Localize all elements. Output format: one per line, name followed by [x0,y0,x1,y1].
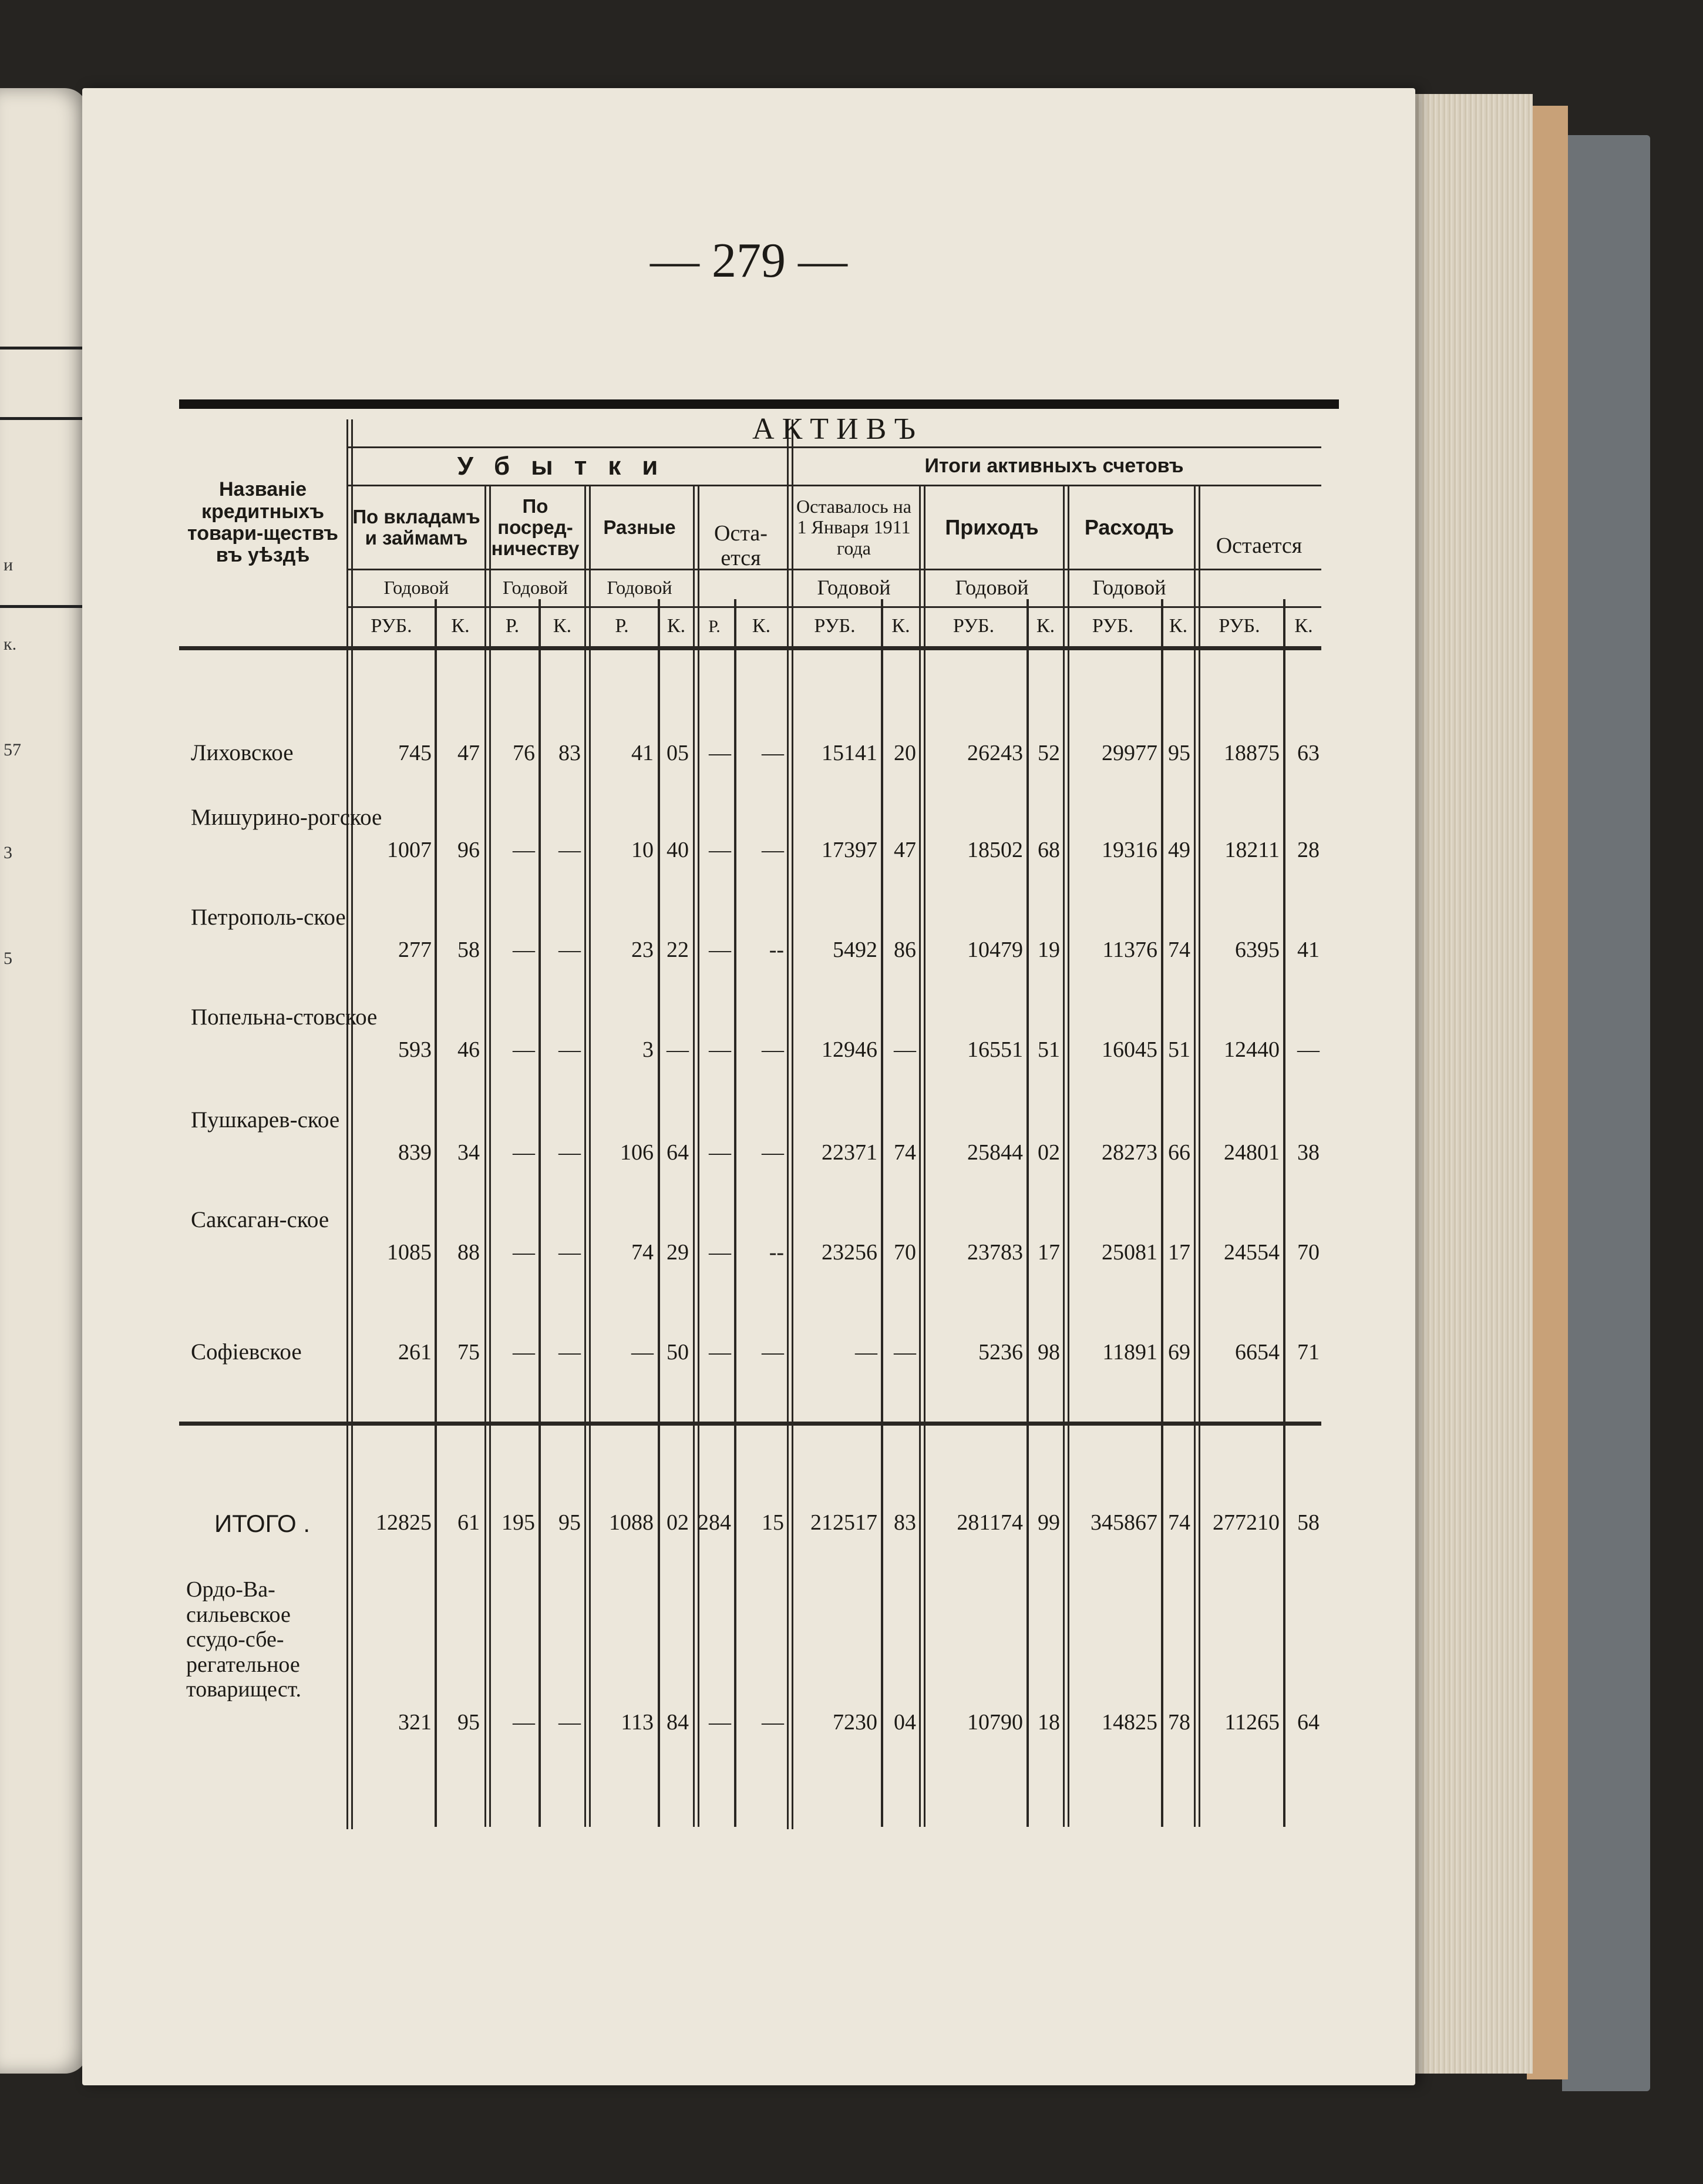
table-cell: 25081 [1102,1240,1157,1265]
table-cell: 19 [1038,938,1060,962]
table-cell: 6654 [1235,1340,1280,1365]
unit-rub: Р. [708,616,721,636]
table-cell: 321 [398,1710,432,1735]
table-cell: 18502 [967,838,1023,862]
table-cell: 58 [1297,1510,1320,1535]
table-cell: 38 [1297,1140,1320,1165]
table-cell: 23 [631,938,654,962]
table-cell: 02 [1038,1140,1060,1165]
table-cell: 17 [1038,1240,1060,1265]
table-cell: 50 [667,1340,689,1365]
table-cell: 18211 [1224,838,1280,862]
table-cell: — [855,1340,877,1365]
table-cell: 68 [1038,838,1060,862]
column-header-misc: Разные [603,516,676,538]
table-cell: — [513,938,535,962]
left-page-fragment: к. [4,634,17,654]
table-cell: 83 [894,1510,916,1535]
table-cell: 58 [457,938,480,962]
table-cell: — [558,938,581,962]
left-page-fragment: 57 [4,740,21,760]
column-header-rest: Остается [1216,533,1303,559]
table-cell: 64 [1297,1710,1320,1735]
unit-kop: К. [553,615,572,637]
table-cell: 88 [457,1240,480,1265]
table-cell: 95 [1168,741,1190,765]
table-cell: 98 [1038,1340,1060,1365]
table-cell: — [709,1037,731,1062]
table-cell: 11265 [1224,1710,1280,1735]
table-cell: 839 [398,1140,432,1165]
table-cell: 74 [894,1140,916,1165]
table-cell: — [762,1037,784,1062]
table-cell: — [667,1037,689,1062]
table-cell: 106 [620,1140,654,1165]
table-cell: 63 [1297,741,1320,765]
unit-rub: РУБ. [1092,615,1134,637]
table-cell: 47 [894,838,916,862]
row-name: Софіевское [191,1339,302,1365]
table-cell: 345867 [1091,1510,1157,1535]
table-cell: 10479 [967,938,1023,962]
table-cell: 05 [667,741,689,765]
table-cell: -- [769,938,784,962]
table-cell: 10 [631,838,654,862]
table-cell: — [513,1710,535,1735]
annual-label: Годовой [955,576,1029,600]
table-cell: 70 [1297,1240,1320,1265]
table-cell: — [558,1140,581,1165]
column-header-income: Приходъ [945,515,1039,540]
left-page-fragment: и [4,555,14,574]
unit-kop: К. [891,615,910,637]
table-cell: 20 [894,741,916,765]
table-cell: — [709,741,731,765]
table-cell: 261 [398,1340,432,1365]
unit-rub: РУБ. [371,615,412,637]
table-group-title: А К Т И В Ъ [752,412,916,446]
column-header-remain: Оста-ется [714,521,768,570]
table-cell: 76 [513,741,535,765]
table-cell: — [709,838,731,862]
table-cell: 34 [457,1140,480,1165]
table-cell: 04 [894,1710,916,1735]
unit-kop: К. [667,615,686,637]
table-cell: 41 [1297,938,1320,962]
table-cell: — [709,1340,731,1365]
table-cell: 12825 [376,1510,432,1535]
table-cell: 10790 [967,1710,1023,1735]
table-cell: — [762,741,784,765]
table-cell: 11891 [1102,1340,1157,1365]
table-cell: 16551 [967,1037,1023,1062]
table-cell: 99 [1038,1510,1060,1535]
table-cell: 40 [667,838,689,862]
table-cell: — [709,1710,731,1735]
table-cell: 29977 [1102,741,1157,765]
table-cell: 64 [667,1140,689,1165]
row-name: Петрополь-ское [191,905,346,930]
column-header-name: Названіе кредитныхъ товари-ществъ въ уѣздѣ [187,478,338,567]
column-header-deposits: По вкладамъ и займамъ [352,505,480,549]
table-cell: 66 [1168,1140,1190,1165]
column-header-jan-1911: Оставалось на 1 Января 1911 года [796,496,911,559]
annual-label: Годовой [502,577,568,599]
table-cell: — [894,1340,916,1365]
table-cell: 46 [457,1037,480,1062]
table-cell: 84 [667,1710,689,1735]
row-name: Пушкарев-ское [191,1107,340,1133]
row-name: Саксаган-ское [191,1207,329,1232]
table-cell: — [762,1140,784,1165]
table-cell: 12440 [1224,1037,1280,1062]
table-cell: — [762,1340,784,1365]
table-cell: 51 [1168,1037,1190,1062]
table-cell: 6395 [1235,938,1280,962]
table-cell: 17 [1168,1240,1190,1265]
table-cell: — [513,1140,535,1165]
table-cell: 47 [457,741,480,765]
table-cell: 18875 [1224,741,1280,765]
table-cell: 02 [667,1510,689,1535]
table-cell: 28 [1297,838,1320,862]
assets-table [179,399,1321,1827]
table-cell: — [558,1037,581,1062]
table-cell: 61 [457,1510,480,1535]
table-cell: 277 [398,938,432,962]
table-cell: 83 [558,741,581,765]
unit-rub: Р. [615,615,629,637]
table-cell: 7230 [833,1710,877,1735]
table-cell: — [762,1710,784,1735]
book-page [82,88,1415,2085]
table-cell: 593 [398,1037,432,1062]
table-cell: — [558,1710,581,1735]
left-page [0,88,88,2074]
annual-label: Годовой [817,576,891,600]
table-cell: 212517 [810,1510,877,1535]
table-cell: 51 [1038,1037,1060,1062]
table-cell: — [631,1340,654,1365]
table-cell: 1007 [387,838,432,862]
table-cell: 26243 [967,741,1023,765]
left-page-fragment: 3 [4,843,12,862]
unit-rub: РУБ. [1219,615,1260,637]
table-cell: — [513,1037,535,1062]
table-cell: 70 [894,1240,916,1265]
table-cell: — [558,1240,581,1265]
unit-kop: К. [752,615,771,637]
unit-rub: РУБ. [814,615,856,637]
table-cell: — [513,838,535,862]
table-cell: 11376 [1102,938,1157,962]
table-cell: — [513,1340,535,1365]
table-cell: — [558,1340,581,1365]
left-page-fragment: 5 [4,949,12,968]
table-cell: 29 [667,1240,689,1265]
row-name: Попельна-стовское [191,1004,378,1030]
table-cell: 74 [1168,1510,1190,1535]
totals-header: Итоги активныхъ счетовъ [924,455,1184,478]
table-cell: 16045 [1102,1037,1157,1062]
unit-kop: К. [1036,615,1055,637]
row-name: Лиховское [191,740,294,765]
row-name: Мишурино-рогское [191,805,382,830]
losses-header: Убытки [457,451,679,481]
table-cell: 18 [1038,1710,1060,1735]
table-cell: 1085 [387,1240,432,1265]
table-cell: 78 [1168,1710,1190,1735]
table-cell: 23256 [822,1240,877,1265]
table-cell: 195 [502,1510,535,1535]
unit-kop: К. [1169,615,1188,637]
table-cell: 14825 [1102,1710,1157,1735]
unit-kop: К. [451,615,470,637]
table-cell: 113 [621,1710,654,1735]
table-cell: — [513,1240,535,1265]
annual-label: Годовой [607,577,672,599]
column-header-expense: Расходъ [1084,515,1174,540]
table-cell: 22 [667,938,689,962]
table-cell: — [709,938,731,962]
annual-label: Годовой [383,577,449,599]
table-cell: — [709,1240,731,1265]
unit-kop: К. [1294,615,1313,637]
table-cell: 28273 [1102,1140,1157,1165]
book-spine-edge [1527,106,1568,2079]
unit-rub: Р. [505,615,520,637]
table-cell: 52 [1038,741,1060,765]
table-cell: 24801 [1224,1140,1280,1165]
table-cell: 5492 [833,938,877,962]
table-cell: 281174 [957,1510,1023,1535]
table-cell: 75 [457,1340,480,1365]
table-cell: 19316 [1102,838,1157,862]
page-number: — 279 — [650,233,847,288]
table-cell: 277210 [1213,1510,1280,1535]
table-cell: 284 [698,1510,731,1535]
table-cell: 23783 [967,1240,1023,1265]
table-cell: 12946 [822,1037,877,1062]
table-cell: 5236 [978,1340,1023,1365]
table-cell: 71 [1297,1340,1320,1365]
table-cell: 86 [894,938,916,962]
table-cell: -- [769,1240,784,1265]
table-cell: 15 [762,1510,784,1535]
table-cell: 24554 [1224,1240,1280,1265]
table-cell: 96 [457,838,480,862]
table-cell: 95 [558,1510,581,1535]
table-cell: 745 [398,741,432,765]
column-header-mediation: По посред-ничеству [491,495,580,560]
total-row-label: ИТОГО . [214,1510,311,1537]
table-cell: — [762,838,784,862]
table-cell: — [709,1140,731,1165]
row-name: Ордо-Ва-сильевское ссудо-сбе-регательное товарищест. [186,1577,301,1702]
book-cover [1562,135,1650,2091]
annual-label: Годовой [1092,576,1166,600]
unit-rub: РУБ. [953,615,995,637]
table-cell: 49 [1168,838,1190,862]
page-edges [1415,94,1533,2074]
table-cell: 3 [642,1037,654,1062]
table-cell: 95 [457,1710,480,1735]
table-cell: 69 [1168,1340,1190,1365]
table-cell: 25844 [967,1140,1023,1165]
table-cell: — [558,838,581,862]
table-cell: 1088 [609,1510,654,1535]
table-cell: 15141 [822,741,877,765]
table-cell: 22371 [822,1140,877,1165]
table-cell: 74 [631,1240,654,1265]
table-cell: 17397 [822,838,877,862]
table-cell: 41 [631,741,654,765]
table-cell: 74 [1168,938,1190,962]
table-cell: — [1297,1037,1320,1062]
table-cell: — [894,1037,916,1062]
